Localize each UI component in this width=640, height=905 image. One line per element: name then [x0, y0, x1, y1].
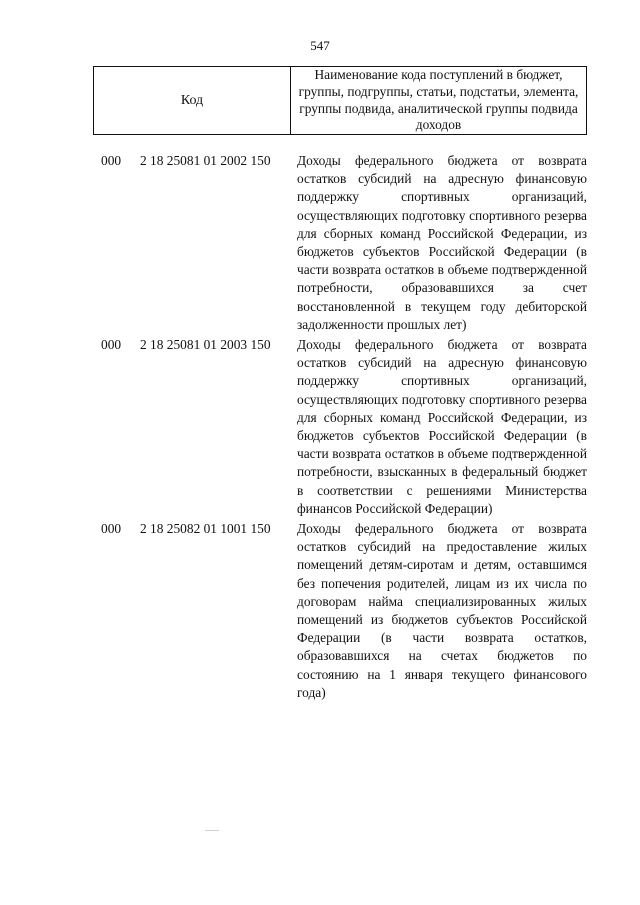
- row-description: Доходы федерального бюджета от возврата остатков субсидий на предоставление жилых помещений детям-сиротам и детям, оставшимся без попечения родителей, лицам из их числа по договорам найма специализированных жилых помещений из бюджетов субъектов Российской Федерации (в части возврата остатков, образовавшихся на счетах бюджетов по состоянию на 1 января текущего финансового года): [297, 521, 587, 700]
- row-budget-code: 2 18 25081 01 2003 150: [140, 337, 271, 353]
- scan-mark: [205, 830, 219, 831]
- row-admin-code: 000: [101, 521, 122, 537]
- row-description: Доходы федерального бюджета от возврата остатков субсидий на адресную финансовую поддержку спортивных организаций, осуществляющих подготовку спортивного резерва для сборных команд Российской Федерации, из бюджетов субъектов Российской Федерации (в части возврата остатков в объеме подтвержденной потребности, взысканных в федеральный бюджет в соответствии с решениями Министерства финансов Российской Федерации): [297, 337, 587, 516]
- row-budget-code: 2 18 25081 01 2002 150: [140, 153, 271, 168]
- row-admin-code: 000: [101, 153, 122, 168]
- table-row: [0, 152, 640, 334]
- page-number: 547: [310, 38, 330, 53]
- header-code-label: Код: [94, 67, 291, 134]
- row-description: Доходы федерального бюджета от возврата остатков субсидий на адресную финансовую поддержку спортивных организаций, осуществляющих подготовку спортивного резерва для сборных команд Российской Федерации, из бюджетов субъектов Российской Федерации (в части возврата остатков в объеме подтвержденной потребности, образовавшихся за счет восстановленной в текущем году дебиторской задолженности прошлых лет): [297, 153, 587, 332]
- row-admin-code: 000: [101, 337, 122, 353]
- table-body: [0, 152, 640, 704]
- table-header: [93, 66, 587, 135]
- table-row: [0, 336, 640, 518]
- table-row: [0, 520, 640, 702]
- row-budget-code: 2 18 25082 01 1001 150: [140, 521, 271, 537]
- header-name-label: Наименование кода поступлений в бюджет, группы, подгруппы, статьи, подстатьи, элемента, группы подвида, аналитической группы подвида доходов: [298, 66, 579, 133]
